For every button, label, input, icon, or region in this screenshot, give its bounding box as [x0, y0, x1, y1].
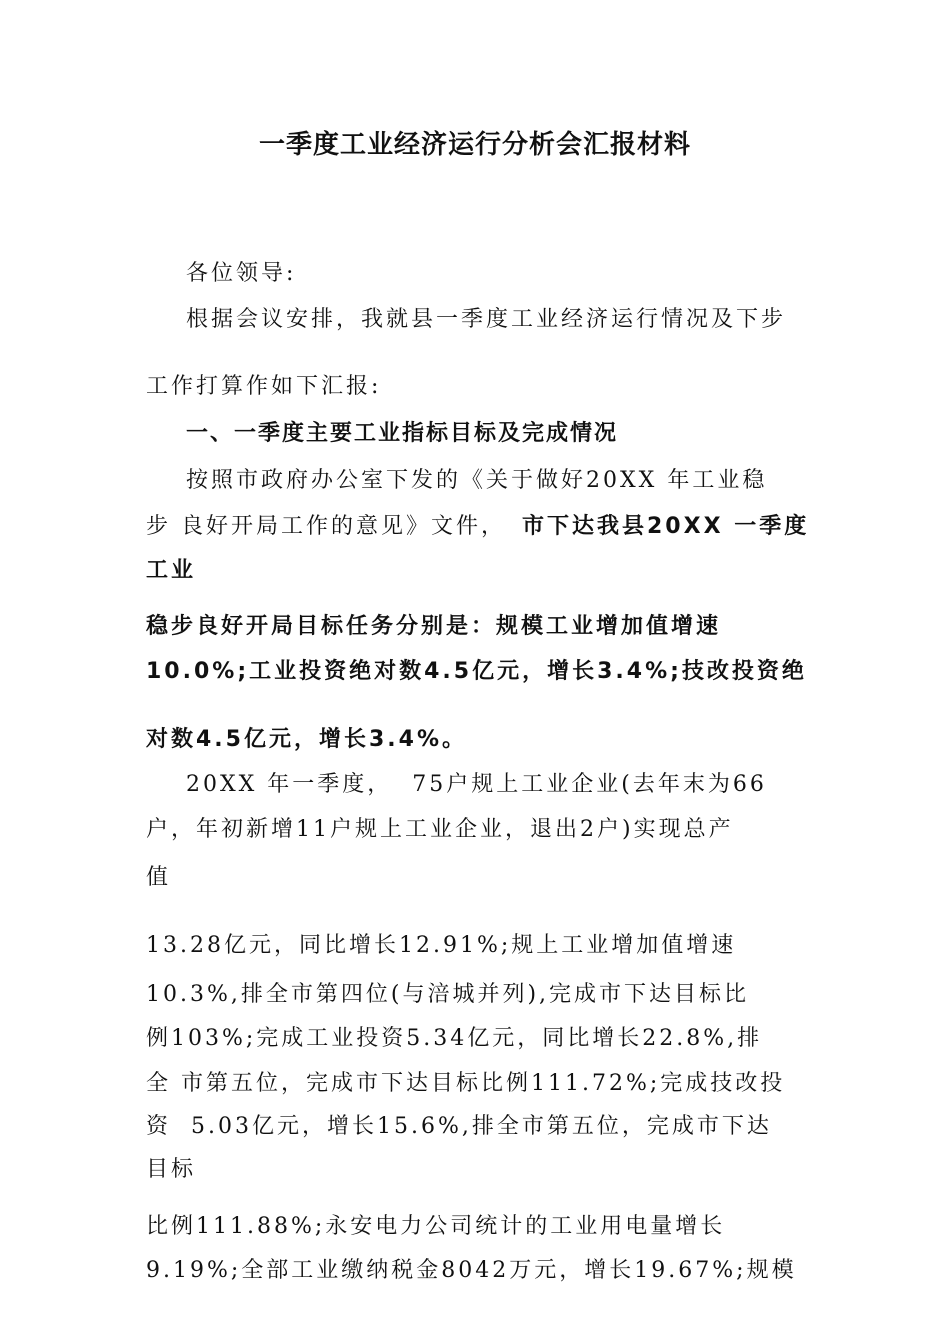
section-heading: 一、一季度主要工业指标目标及完成情况: [186, 421, 619, 446]
paragraph-line-bold: 市下达我县20XX 一季度: [522, 514, 810, 539]
salutation: 各位领导:: [186, 261, 297, 286]
paragraph-line: 步 良好开局工作的意见》文件，: [146, 514, 506, 539]
paragraph-line-bold: 10.0%;工业投资绝对数4.5亿元，增长3.4%;技改投资绝: [146, 659, 807, 684]
paragraph-line: 值: [146, 865, 172, 890]
paragraph-line: 资 5.03亿元，增长15.6%,排全市第五位，完成市下达: [146, 1114, 772, 1139]
paragraph-line: 10.3%,排全市第四位(与涪城并列),完成市下达目标比: [146, 982, 750, 1007]
paragraph-line: 工作打算作如下汇报:: [146, 374, 382, 399]
paragraph-line-bold: 稳步良好开局目标任务分别是：规模工业增加值增速: [146, 614, 722, 639]
paragraph-line-bold: 对数4.5亿元，增长3.4%。: [146, 727, 467, 752]
paragraph-line: 20XX 年一季度， 75户规上工业企业(去年末为66: [186, 772, 767, 797]
paragraph-line: 目标: [146, 1157, 197, 1182]
paragraph-line: 根据会议安排，我就县一季度工业经济运行情况及下步: [186, 307, 787, 332]
paragraph-line-bold: 工业: [146, 558, 197, 583]
paragraph-line: 例103%;完成工业投资5.34亿元，同比增长22.8%,排: [146, 1026, 763, 1051]
paragraph-line: 9.19%;全部工业缴纳税金8042万元，增长19.67%;规模: [146, 1258, 797, 1283]
paragraph-line: 比例111.88%;永安电力公司统计的工业用电量增长: [146, 1214, 726, 1239]
paragraph-line: 13.28亿元，同比增长12.91%;规上工业增加值增速: [146, 933, 737, 958]
paragraph-line: 户，年初新增11户规上工业企业，退出2户)实现总产: [146, 817, 734, 842]
paragraph-line: 按照市政府办公室下发的《关于做好20XX 年工业稳: [186, 468, 768, 493]
document-title: 一季度工业经济运行分析会汇报材料: [258, 130, 691, 160]
paragraph-line: 全 市第五位，完成市下达目标比例111.72%;完成技改投: [146, 1071, 786, 1096]
